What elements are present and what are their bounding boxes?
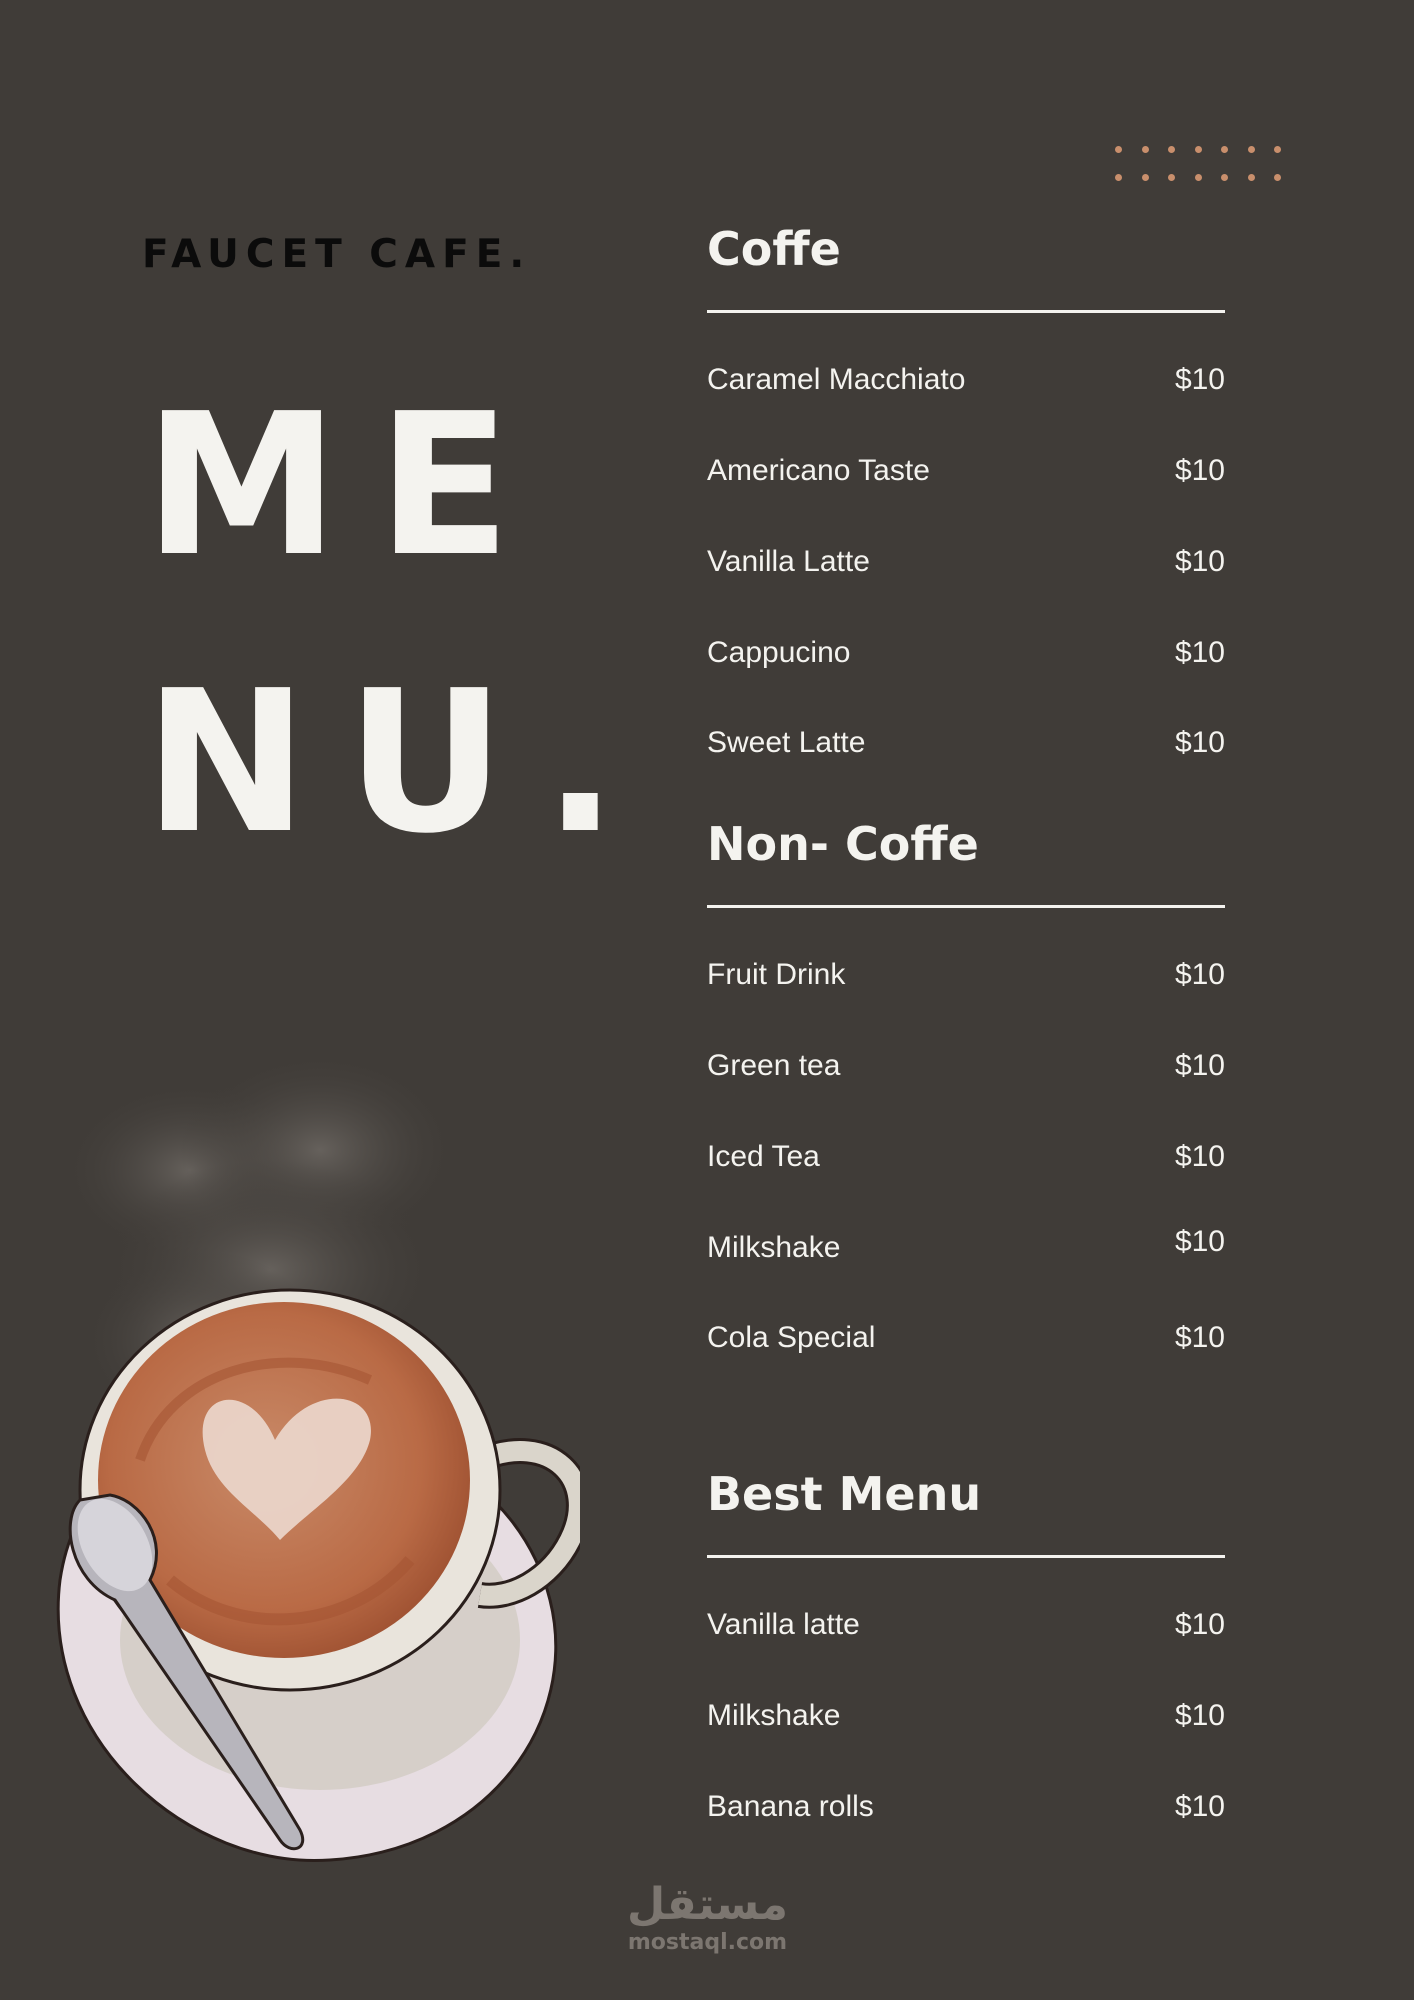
watermark-url: mostaql.com (627, 1930, 788, 1955)
dot (1142, 174, 1149, 181)
dot (1168, 146, 1175, 153)
menu-item (707, 1049, 1225, 1083)
menu-headline-line2: NU. (144, 649, 656, 877)
dot (1221, 146, 1228, 153)
watermark-arabic: مستقل (627, 1879, 788, 1930)
dot (1115, 174, 1122, 181)
dot (1248, 174, 1255, 181)
menu-item (707, 958, 1225, 992)
item-price: $10 (1174, 1699, 1225, 1732)
item-name: Fruit Drink (707, 958, 846, 991)
dot-grid-decoration (1115, 146, 1281, 181)
section-title: Coffe (707, 222, 841, 276)
menu-item (707, 1699, 1225, 1733)
dot (1274, 146, 1281, 153)
item-name: Sweet Latte (707, 726, 866, 759)
watermark-logo (620, 1880, 795, 1956)
item-name: Cappucino (707, 636, 851, 669)
menu-item (707, 1321, 1225, 1355)
item-name: Iced Tea (707, 1140, 820, 1173)
dot (1195, 174, 1202, 181)
menu-section-non-coffe (707, 817, 1225, 1361)
menu-item (707, 1790, 1225, 1824)
item-price: $10 (1174, 454, 1225, 487)
item-price: $10 (1174, 1140, 1225, 1173)
item-name: Green tea (707, 1049, 841, 1082)
menu-item (707, 636, 1225, 670)
item-price: $10 (1174, 1608, 1225, 1641)
item-name: Banana rolls (707, 1790, 874, 1823)
item-price: $10 (1174, 958, 1225, 991)
menu-item (707, 363, 1225, 397)
coffee-cup-illustration (20, 1040, 580, 1920)
dot (1274, 174, 1281, 181)
menu-headline-line1: ME (144, 372, 549, 600)
item-price: $10 (1174, 1321, 1225, 1354)
menu-item (707, 1608, 1225, 1642)
item-price: $10 (1174, 1049, 1225, 1082)
menu-section-coffe (707, 222, 1225, 766)
menu-item (707, 1140, 1225, 1174)
menu-item (707, 1225, 1225, 1265)
item-name: Americano Taste (707, 454, 930, 487)
dot (1142, 146, 1149, 153)
item-name: Vanilla latte (707, 1608, 860, 1641)
dot (1195, 146, 1202, 153)
dot (1115, 146, 1122, 153)
item-name: Cola Special (707, 1321, 876, 1354)
menu-item (707, 454, 1225, 488)
item-name: Vanilla Latte (707, 545, 870, 578)
item-name: Caramel Macchiato (707, 363, 966, 396)
dot (1248, 146, 1255, 153)
section-divider (707, 905, 1225, 908)
item-price: $10 (1174, 636, 1225, 669)
section-divider (707, 1555, 1225, 1558)
item-price: $10 (1174, 1225, 1225, 1258)
section-divider (707, 310, 1225, 313)
section-title: Non- Coffe (707, 817, 979, 871)
menu-item (707, 726, 1225, 760)
item-price: $10 (1174, 1790, 1225, 1823)
dot (1221, 174, 1228, 181)
item-price: $10 (1174, 726, 1225, 759)
menu-item (707, 545, 1225, 579)
item-price: $10 (1174, 545, 1225, 578)
item-name: Milkshake (707, 1699, 841, 1732)
section-title: Best Menu (707, 1467, 982, 1521)
dot (1168, 174, 1175, 181)
item-name: Milkshake (707, 1231, 841, 1264)
brand-name: FAUCET CAFE. (142, 232, 532, 277)
menu-section-best-menu (707, 1467, 1225, 1831)
item-price: $10 (1174, 363, 1225, 396)
